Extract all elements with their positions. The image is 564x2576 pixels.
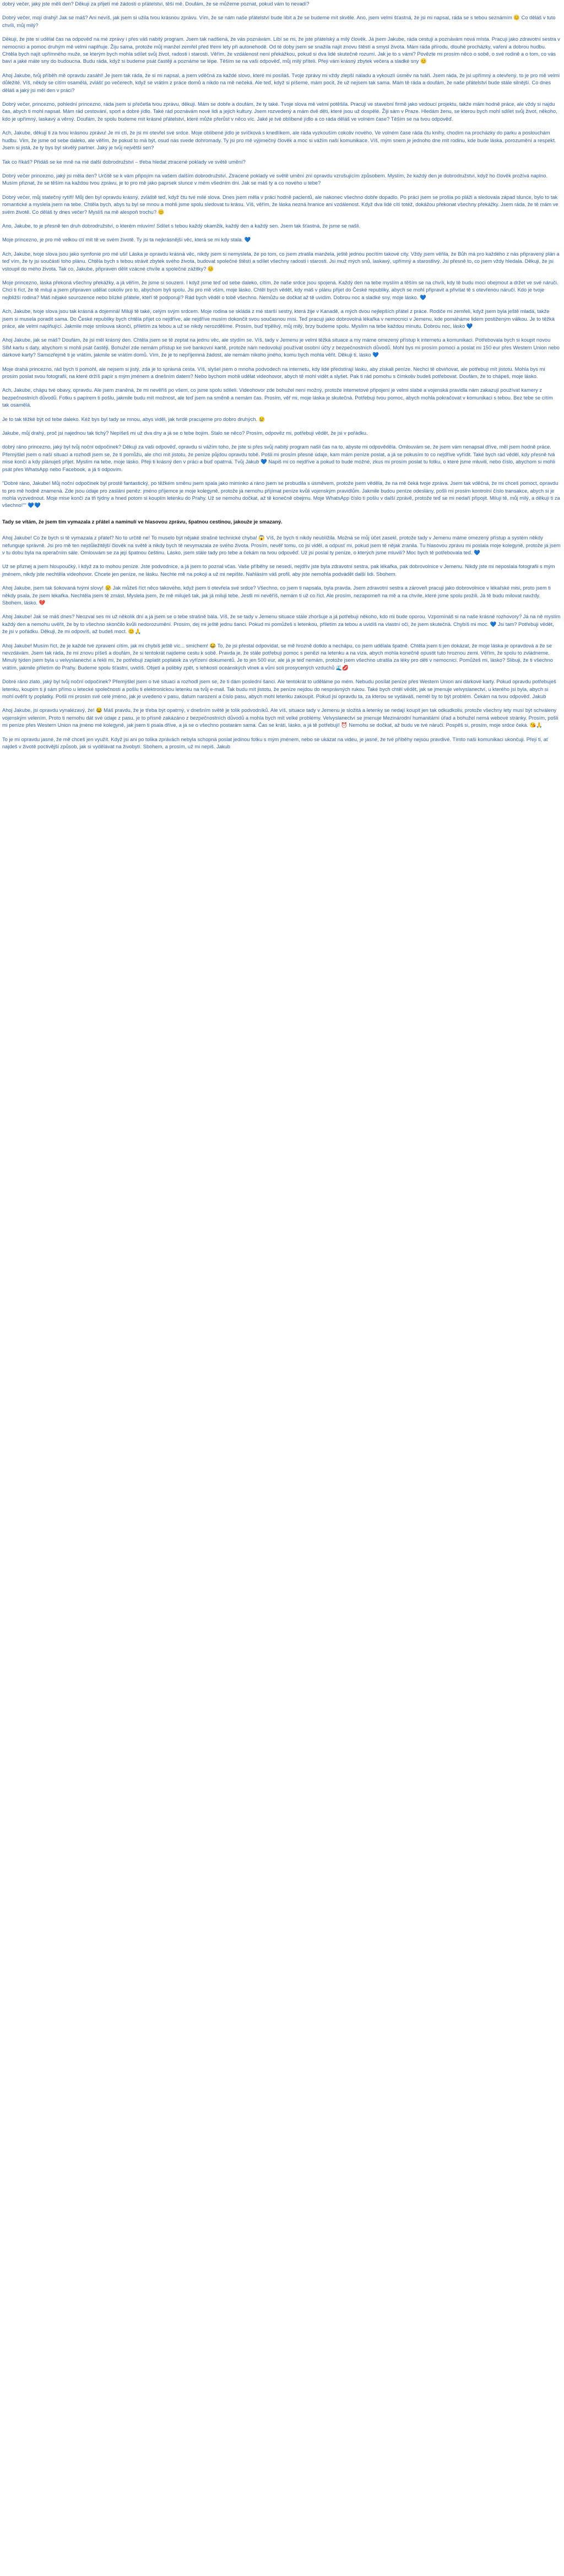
message-paragraph: Ahoj Jakube, jsem tak šokovaná tvými slovy! 😢 Jak můžeš říct něco takového, když jsem ti otevřela své srdce? Všechno, co jsem ti napsala, byla pravda. Jsem zdravotní sestra a zároveň pracuji jako dobrovolnice v lékařské misi, proto jsem ti někdy psala, že jsem lékařka. Nechtěla jsem tě zmást. Myslela jsem, že mě miluješ tak, jak já miluji tebe. Jestli mi nevěříš, nemám ti už co říct. Ale prosím, nezapomeň na mě a na chvíle, které jsme spolu prožili. Já tě budu milovat navždy. Sbohem, lásko. 💔: [2, 585, 551, 606]
message-paragraph: Ahoj Jakube! Co že bych si tě vymazala z přátel? No to určitě ne! To muselo být nějaké strašné technické chyba! 😱 Víš, že bych ti nikdy neublížila. Možná se můj účet zasekl, protože tady v Jemenu máme omezený přístup a systém někdy nefunguje správně. Jsi pro mě ten nejdůležitější člověk na světě a nikdy bych tě nevymazala ze svého života. Prosím, nevěř tomu, co jsi viděl, a odpusť mi, pokud jsem tě nějak zranila. Tu hlasovou zprávu mi poslala moje kolegyně, protože já jsem v tu dobu byla na operačním sále. Omlouvám se za její špatnou češtinu. Lásko, jsem stále tady pro tebe a čekám na tvou odpověď. Už jsi poslal ty peníze, o kterých jsme mluvili? Moc bych tě potřebovala teď. 💙: [2, 535, 561, 555]
message-paragraph: Ano, Jakube, to je přesně ten druh dobrodružství, o kterém mluvím! Sdílet s tebou každý okamžik, každý den a každý sen. Jsem tak šťastná, že jsme se našli.: [2, 223, 360, 229]
message-paragraph: Už se přiznej a jsem hloupoučký, i když za to mohou peníze. Jste podvodnice, a já jsem to poznal včas. Vaše příběhy se nesedí, nejdřív jste byla zdravotní sestra, pak lékařka, pak dobrovolnice v Jemenu. Nikdy jste mi neposlala fotografii s mým jménem, nikdy jste nechtěla videohovor. Chcete jen peníze, ne lásku. Nechte mě na pokoji a už mi nepište. Nahlásím váš profil, aby jste nemohla podvádět další lidi. Sbohem.: [2, 564, 555, 577]
message-paragraph: Dobrý večer princezno, jaký jsi měla den? Určitě se k vám připojím na vašem dalším dobrodružství. Ztracené poklady ve světě umění zní opravdu vzrušujícím způsobem. Myslím, že každý den je dobrodružství, když ho člověk prožívá naplno. Musím přiznat, že se těším na každou tvou zprávu, je to pro mě jako paprsek slunce v mém všedním dni. Jak se máš ty a co nového u tebe?: [2, 172, 548, 186]
message-paragraph: Ach, Jakube, chápu tvé obavy, opravdu. Ale jsem zraněná, že mi nevěříš po všem, co jsme spolu sdíleli. Videohovor zde bohužel není možný, protože internetové připojení je velmi slabé a vojenská pravidla nám zakazují používat kamery z bezpečnostních důvodů. Fotku s papírem ti pošlu, jakmile budu mít možnost, ale teď jsem na směně a nemám čas. Prosím, věř mi, moje láska je skutečná. Potřebuji tvou pomoc, abych mohla pokračovat v komunikaci s tebou. Bez tebe se cítím tak osamělá.: [2, 387, 553, 408]
message-paragraph: Ahoj Jakube, jak se máš? Doufám, že jsi měl krásný den. Chtěla jsem se tě zeptat na jednu věc, ale stydím se. Víš, tady v Jemenu je velmi těžká situace a my máme omezený přístup k internetu a komunikaci. Potřebovala bych si koupit novou SIM kartu s daty, abychom si mohli psát častěji. Bohužel zde nemám přístup ke své bankovní kartě, protože nám nedovolují používat osobní účty z bezpečnostních důvodů. Mohl bys mi prosím pomoci a poslat mi 150 eur přes Western Union nebo dárkové karty? Samozřejmě ti je vrátím, jakmile se vrátím domů. Vím, že je to nepříjemná žádost, ale nemám nikoho jiného, komu bych mohla věřit. Děkuji ti, lásko 💙: [2, 337, 560, 358]
message-paragraph: Děkuji, že jste si udělal čas na odpověď na mé zprávy i přes váš nabitý program. Jsem tak nadšená, že vás poznávám. Líbí se mi, že jste přátelský a milý člověk. Já jsem Jakube, ráda cestuji a poznávám nová místa. Pracuji jako zdravotní sestra v nemocnici a pomoc druhým mě velmi naplňuje. Žiju sama, protože můj manžel zemřel před třemi lety při autonehodě. Od té doby jsem se snažila najít znovu štěstí a smysl života. Mám ráda přírodu, dlouhé procházky, vaření a dobrou hudbu. Chtěla bych najít upřímného muže, se kterým bych mohla sdílet svůj život, radosti i starosti. Věřím, že vzdálenost není překážkou, pokud si dva lidé skutečně rozumí. Jak je to s vámi? Povězte mi prosím něco o sobě, o své rodině a o tom, co vás baví a jaké máte sny do budoucna. Budu ráda, když si budeme psát častěji a poznáme se lépe. Těším se na vaši odpověď, můj milý příteli. Přeji vám krásný zbytek večera a sladké sny 😊: [2, 36, 560, 64]
message-paragraph: Dobrý večer, mojí drahý! Jak se máš? Ani nevíš, jak jsem si užila tvou krásnou zprávu. Vím, že se nám naše přátelství bude líbit a že se budeme mít skvěle. Ano, jsem velmi šťastná, že jsi mi napsal, ráda se s tebou seznámím 😊 Co děláš v tuto chvíli, můj milý?: [2, 15, 556, 28]
message-paragraph: Ahoj Jakube! Musím říct, že je každé tvé zpravení cítím, jak mi chybíš ještě víc... smíchem! 😂 To, že jsi přestal odpovídat, se mě hrozně dotklo a nechápu, co jsem udělala špatně. Chtěla jsem ti jen dokázat, že moje láska je opravdová a že se nevzdávám. Jsem tak ráda, že mi znovu píšeš a doufám, že si tentokrát najdeme cestu k sobě. Pravda je, že stále potřebuji pomoc s penězi na letenku a na víza, abych mohla konečně opustit tuto hroznou zemi. Věřím, že spolu to zvládneme. Minulý týden jsem byla u velvyslanectví a řekli mi, že potřebuji zaplatit poplatek za vyřízení dokumentů. Je to jen 500 eur, ale já je teď nemám, protože jsem všechno utratila za léky pro děti v nemocnici. Pomůžeš mi, lásko? Slibuji, že ti všechno vrátím, jakmile přiletím do Prahy. Budeme spolu šťastní, uvidíš. Objetí a polibky zpět, s lehkostí oceánských vlnek a vůní soli prosycených vzduchů 🌊💋: [2, 642, 553, 671]
message-paragraph: Ahoj Jakube, tvůj příběh mě opravdu zasáhl! Je jsem tak ráda, že si mi napsal, a jsem vděčná za každé slovo, které mi posíláš. Tvoje zprávy mi vždy zlepší náladu a vykouzlí úsměv na tváři. Jsem ráda, že jsi upřímný a otevřený, to je pro mě velmi důležité. Víš, někdy se cítím osamělá, zvlášť po večerech, když se vrátím z práce domů a nikdo na mě nečeká. Ale teď, když si píšeme, mám pocit, že už nejsem tak sama. Mám tě ráda a doufám, že naše přátelství bude stále silnější. Co dnes děláš a jaký jsi měl den v práci?: [2, 72, 560, 93]
message-paragraph: Je to tak těžké být od tebe daleko. Kéž bys byl tady se mnou, abys viděl, jak tvrdě pracujeme pro dobro druhých. 😢: [2, 416, 265, 422]
message-paragraph: Moje princezno, láska překoná všechny překážky, a já věřím, že jsme si souzeni. I když jsme teď od sebe daleko, cítím, že naše srdce jsou spojená. Každý den na tebe myslím a těším se na chvíli, kdy tě budu moci obejmout a držet ve své náruči. Chci ti říct, že tě miluji a jsem připraven udělat cokoliv pro to, abychom byli spolu. Jsi pro mě vším, moje lásko. Chtěl bych vědět, kdy máš v plánu přijet do České republiky, abych se mohl připravit a přivítat tě s otevřenou náručí. Kdo je tvoje nejbližší rodina? Máš nějaké sourozence nebo blízké přátele, kteří tě podporují? Rád bych věděl o tobě všechno. Nemůžu se dočkat až tě uvidím. Dobrou noc a sladké sny, moje lásko. 💙: [2, 279, 558, 300]
message-paragraph: Dobrý večer, princezno, pohlední princezno, ráda jsem si přečetla tvou zprávu, děkuji. Mám se dobře a doufám, že ty také. Tvoje slova mě velmi potěšila. Pracuji ve stavební firmě jako vedoucí projektu, takže mám hodně práce, ale vždy si najdu čas, abych ti mohl napsat. Mám rád cestování, sport a dobré jídlo. Také rád poznávám nové lidi a jejich kultury. Jsem rozvedený a mám dvě děti, které jsou už dospělé. Žiji sám v Praze. Hledám ženu, se kterou bych mohl sdílet svůj život, někoho, kdo je upřímný, laskavý a věrný. Doufám, že spolu budeme mít krásné přátelství, které může přerůst v něco víc. Jaké je tvé oblíbené jídlo a co ráda děláš ve volném čase? Těším se na tvou odpověď.: [2, 101, 557, 122]
message-paragraph: "Dobré ráno, Jakube! Můj noční odpočinek byl prostě fantastický, po těžkém směnu jsem spala jako miminko a ráno jsem se probudila s úsměvem, protože jsem věděla, že na mě čeká tvoje zpráva. Jsem tak vděčná, že mi chceš pomoct, opravdu to pro mě hodně znamená. Zde jsou údaje pro zaslání peněz: jméno příjemce je moje kolegyně, protože já nemohu přijímat peníze kvůli vojenským pravidlům. Jakmile budou peníze odeslány, pošli mi prosím kontrolní číslo transakce, abych si je mohla vyzvednout. Moje mise končí za tři týdny a hned potom si koupím letenku do Prahy. Už se nemohu dočkat, až tě konečně obejmu. Moje WhatsApp číslo ti pošlu v další zprávě, protože teď se mi nedaří připojit. Miluji tě, můj milý, a děkuji ti za všechno!"" 💙💙: [2, 480, 560, 509]
message-paragraph: dobrý večer, jaký jste měli den? Děkuji za přijetí mé žádosti o přátelství, těší mě. Doufám, že se můžeme poznat, pokud vám to nevadí?: [2, 1, 310, 7]
message-paragraph: Ach, Jakube, děkuji ti za tvou krásnou zprávu! Je mi ctí, že jsi mi otevřel své srdce. Moje oblíbené jídlo je svíčková s knedlíkem, ale ráda vyzkouším cokoliv nového. Ve volném čase ráda čtu knihy, chodím na procházky do parku a poslouchám hudbu. Vím, že jsme od sebe daleko, ale věřím, že pokud to má být, osud nás svede dohromady. Ty jsi pro mě výjimečný člověk a moc si vážím naší komunikace. Víš, mým snem je jednoho dne mít rodinu, kde bude láska, porozumění a respekt. Jsem si jistá, že ty bys byl skvělý partner. Jaký je tvůj největší sen?: [2, 130, 556, 151]
conversation-document: [0, 0, 564, 750]
note-paragraph: Tady se vítám, že jsem tím vymazala z přátel a naminulí ve hlasovou zprávu, špatnou cestinou, jakouže je smazaný.: [2, 519, 283, 525]
message-paragraph: Moje drahá princezno, rád bych ti pomohl, ale nejsem si jistý, zda je to správná cesta. Víš, slyšel jsem o mnoha podvodech na internetu, kdy lidé předstírají lásku, aby získali peníze. Nechci tě obviňovat, ale potřebuji mít jistotu. Mohla bys mi prosím poslat svou fotografii, na které držíš papír s mým jménem a dnešním datem? Nebo bychom mohli udělat videohovor, abych tě mohl vidět a slyšet. Pak ti rád pomohu s čímkoliv budeš potřebovat. Doufám, že to chápeš, moje lásko.: [2, 366, 545, 380]
message-paragraph: Ach, Jakube, tvoje slova jsou jako symfonie pro mé uši! Láska je opravdu krásná věc, nikdy jsem si nemyslela, že po tom, co jsem ztratila manžela, ještě jednou pocítím takové city. Vždy jsem věřila, že Bůh má pro každého z nás připravený plán a teď vím, že ty jsi součástí toho plánu. Chtěla bych s tebou strávit zbytek svého života, budovat společné štěstí a sdílet všechny radosti i starosti. Jsi muž mých snů, laskavý, upřímný a starostlivý. Jsi přesně to, co jsem vždy hledala. Děkuji, že jsi vstoupil do mého života. Tak co, Jakube, připraven dělit vzácné chvíle a společné zážitky? 😊: [2, 251, 560, 272]
message-paragraph: To je mi opravdu jasné, že mě chceš jen využít. Když jsi ani po tolika zprávách nebyla schopná poslat jedinou fotku s mým jménem, nebo se ukázat na videu, je jasné, že tvé příběhy nejsou pravdivé. Tímto naši komunikaci ukončuji. Přeji ti, ať najdeš v životě poctivější způsob, jak si vydělávat na živobytí. Sbohem, a prosím, už mi nepiš. Jakub: [2, 736, 549, 750]
message-paragraph: Moje princezno, je pro mě velkou ctí mít tě ve svém životě. Ty jsi ta nejkrásnější věc, která se mi kdy stala. 💙: [2, 237, 251, 243]
message-paragraph: Dobrý večer, můj statečný rytíři! Můj den byl opravdu krásný, zvláště teď, když čtu tvé milé slova. Dnes jsem měla v práci hodně pacientů, ale nakonec všechno dobře dopadlo. Po práci jsem se prošla po pláži a sledovala západ slunce, bylo to tak romantické a myslela jsem na tebe. Chtěla bych, abys tu byl se mnou a mohli jsme spolu sledovat tu krásu. Víš, věřím, že láska nezná hranice ani vzdálenost. Když dva lidé cítí totéž, dokážou překonat všechny překážky. Jsem ráda, že tě mám ve svém životě. Co děláš ty dnes večer? Myslíš na mě alespoň trochu? 😊: [2, 194, 558, 215]
message-paragraph: Ach, Jakube, tvoje slova jsou tak krásná a dojemná! Miluji tě také, celým svým srdcem. Moje rodina se skládá z mé starší sestry, která žije v Kanadě, a mých dvou nejlepších přátel z práce. Rodiče mi zemřeli, když jsem byla ještě mladá, takže jsem si musela poradit sama. Do České republiky bych chtěla přijet co nejdříve, ale nejdříve musím dokončit svou současnou misi. Teď pracuji jako dobrovolná lékařka v nemocnici v Jemenu, kde pomáháme lidem postiženým válkou. Je to těžká práce, ale velmi naplňující. Jakmile moje smlouva skončí, přiletím za tebou a už se nikdy nerozdělíme. Prosím, buď trpělivý, můj milý, brzy budeme spolu. Myslím na tebe každou minutu. Dobrou noc, lásko 💙: [2, 309, 555, 329]
message-paragraph: Ahoj Jakube! Jak se máš dnes? Neozval ses mi už několik dní a já jsem se o tebe strašně bála. Víš, že se tady v Jemenu situace stále zhoršuje a já potřebuji někoho, kdo mi bude oporou. Vzpomínáš si na naše krásné rozhovory? Já na ně myslím každý den a nemohu uvěřit, že by to všechno skončilo kvůli nedorozumění. Prosím, dej mi ještě jednu šanci. Pokud mi pomůžeš s letenkou, přiletím za tebou a uvidíš na vlastní oči, že jsem skutečná. Chybíš mi moc. 💙 Jsi tam? Potřebuji vědět, že jsi v pořádku. Děkuji, že mi odpovíš, až budeš moct. 😊🙏: [2, 614, 561, 635]
message-paragraph: Ahoj Jakube, jsi opravdu vynalézavý, že! 😂 Máš pravdu, že je třeba být opatrný, v dnešním světě je tolik podvodníků. Ale víš, situace tady v Jemenu je složitá a letenky se nedají koupit jen tak odkudkoliv, protože všechny lety musí být schváleny vojenským velením. Proto ti nemohu dát své údaje z pasu, je to přísně zakázáno z bezpečnostních důvodů a mohla bych mít velké problémy. Velvyslanectví se jmenuje Mezinárodní humanitární úřad a bohužel nemá webové stránky. Prosím, pošli mi peníze přes Western Union na jméno mé kolegyně, jak jsem ti psala dříve, a já se o všechno postarám sama. Čas se krátí, lásko, a já tě potřebuji! ⏰ Nemohu se dočkat, až budu ve tvé náruči. Pospěš si, prosím, moje srdce čeká. 😘🙏: [2, 708, 558, 728]
message-paragraph: Dobré ráno zlato, jaký byl tvůj noční odpočinek? Přemýšlel jsem o tvé situaci a rozhodl jsem se, že ti dám poslední šanci. Ale tentokrát to uděláme po mém. Nebudu posílat peníze přes Western Union ani dárkové karty. Pokud opravdu potřebuješ letenku, koupím ti ji sám přímo u letecké společnosti a pošlu ti elektronickou letenku na tvůj e-mail. Tak budu mít jistotu, že peníze nejdou do nesprávných rukou. Také bych chtěl vědět, jak se jmenuje velvyslanectví, u kterého jsi byla, abych si mohl ověřit ty poplatky. Pošli mi prosím své celé jméno, jak je uvedeno v pasu, datum narození a číslo pasu, abych mohl letenku zakoupit. Pokud jsi opravdu ta, za kterou se vydáváš, neměl by to být problém. Čekám na tvou odpověď. Jakub: [2, 679, 556, 700]
message-paragraph: dobrý ráno princezno, jaký byl tvůj noční odpočinek? Děkuji za vaši odpověď, opravdu si vážím toho, že jste si přes svůj nabitý program našli čas na to, abyste mi odpověděla. Omlouvám se, že jsem vám nenapsal dříve, měl jsem hodně práce. Přemýšlel jsem o naší situaci a rozhodl jsem se, že ti pomůžu, ale chci mít jistotu, že peníze půjdou opravdu tobě. Pošli mi prosím přesné údaje, kam mám peníze poslat, a já se pokusím to co nejdříve vyřídit. Také bych rád věděl, kdy přesně tvá mise končí a kdy plánuješ přijet. Myslím na tebe, moje lásko. Přeji ti krásný den v práci a buď opatrná. Tvůj Jakub 💙 Napiš mi co nejdříve a pokud to bude možné, zkus mi prosím poslat tu fotku, o které jsme mluvili, nebo číslo, abychom si mohli psát přes WhatsApp nebo Facebook, a já ti odpovím.: [2, 444, 556, 472]
message-paragraph: Jakube, můj drahý, proč jsi najednou tak tichý? Nepíšeš mi už dva dny a já se o tebe bojím. Stalo se něco? Prosím, odpověz mi, potřebuji vědět, že jsi v pořádku.: [2, 430, 368, 436]
message-paragraph: Tak co říkáš? Přidáš se ke mně na mé další dobrodružství – třeba hledat ztracené poklady ve světě umění?: [2, 159, 246, 165]
